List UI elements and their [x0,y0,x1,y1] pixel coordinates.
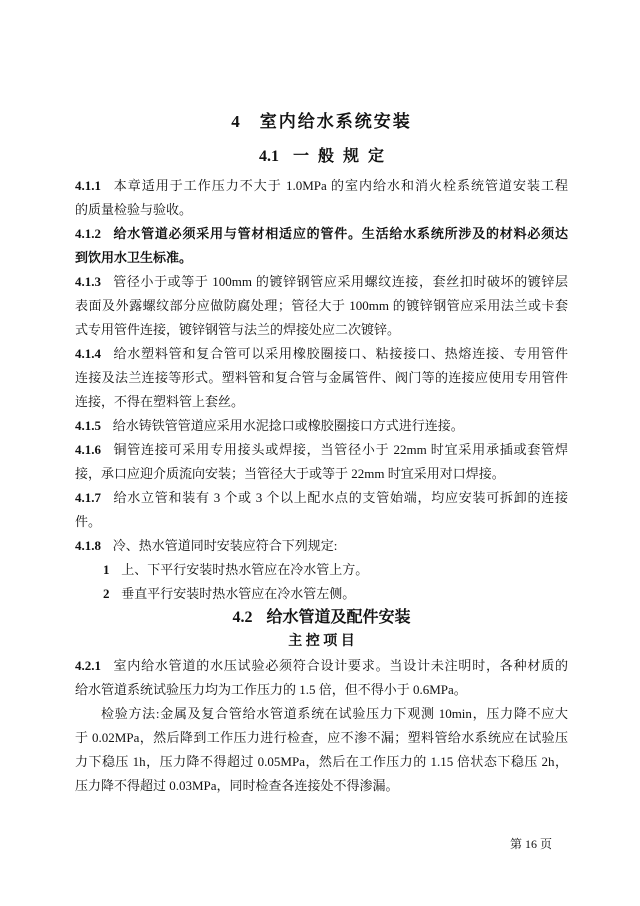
clause-number: 4.1.1 [75,178,101,193]
inspection-line [75,702,568,726]
clause-number: 4.1.2 [75,226,101,241]
clause-line [75,534,568,558]
section-title: 给水管道及配件安装 [266,609,411,626]
clause-text: 冷、热水管道同时安装应符合下列规定: [112,538,338,553]
clause-text: 铜管连接可采用专用接头或焊接，当管径小于 22mm 时宜采用承插或套管焊 [112,442,568,457]
clause-line [75,510,568,534]
clause-line [75,222,568,246]
section-4-1-body [75,174,568,606]
list-item [75,582,568,606]
chapter-title-text: 室内给水系统安装 [259,112,412,131]
inspection-text: 于 0.02MPa，然后降到工作压力进行检查，应不渗不漏；塑料管给水系统应在试验压 [75,730,568,745]
clause-text: 给水塑料管和复合管可以采用橡胶圈接口、粘接接口、热熔连接、专用管件 [112,346,568,361]
document-page [75,108,568,798]
clause-text: 表面及外露螺纹部分应做防腐处理；管径大于 100mm 的镀锌钢管应采用法兰或卡套 [75,298,568,313]
list-item-number: 2 [103,586,110,601]
page-number: 第 16 页 [509,837,552,851]
clause-line [75,390,568,414]
clause-text: 到饮用水卫生标准。 [75,250,193,265]
inspection-text: 力下稳压 1h，压力降不得超过 0.05MPa，然后在工作压力的 1.15 倍状态下稳压 2h， [75,754,568,769]
inspection-text: 压力降不得超过 0.03MPa，同时检查各连接处不得渗漏。 [75,778,399,793]
clause-text: 给水管道必须采用与管材相适应的管件。生活给水系统所涉及的材料必须达 [112,226,568,241]
clause-line [75,294,568,318]
clause-text: 本章适用于工作压力不大于 1.0MPa 的室内给水和消火栓系统管道安装工程 [112,178,568,193]
clause-number: 4.1.3 [75,274,101,289]
list-item-number: 1 [103,562,110,577]
clause-text: 的质量检验与验收。 [75,202,193,217]
clause-line [75,198,568,222]
clause-text: 给水管道系统试验压力均为工作压力的 1.5 倍，但不得小于 0.6MPa。 [75,682,467,697]
clause-line [75,246,568,270]
section-number: 4.1 [258,148,279,165]
clause-text: 给水铸铁管管道应采用水泥捻口或橡胶圈接口方式进行连接。 [112,418,464,433]
clause-text: 给水立管和装有 3 个或 3 个以上配水点的支管始端，均应安装可拆卸的连接 [112,490,568,505]
inspection-line [75,750,568,774]
subsection-heading: 主 控 项 目 [288,634,355,649]
section-heading-4-1 [75,145,568,169]
clause-number: 4.1.7 [75,490,101,505]
clause-number: 4.1.4 [75,346,101,361]
clause-number: 4.2.1 [75,658,101,673]
clause-line [75,342,568,366]
list-item-text: 上、下平行安装时热水管应在冷水管上方。 [121,562,369,577]
clause-line [75,366,568,390]
clause-text: 室内给水管道的水压试验必须符合设计要求。当设计未注明时，各种材质的 [112,658,568,673]
clause-number: 4.1.8 [75,538,101,553]
inspection-line [75,774,568,798]
clause-line [75,654,568,678]
clause-text: 连接，不得在塑料管上套丝。 [75,394,245,409]
clause-text: 式专用管件连接，镀锌钢管与法兰的焊接处应二次镀锌。 [75,322,401,337]
clause-line [75,462,568,486]
chapter-number: 4 [231,112,240,131]
list-item-text: 垂直平行安装时热水管应在冷水管左侧。 [121,586,356,601]
chapter-title [75,108,568,136]
clause-number: 4.1.5 [75,418,101,433]
clause-line [75,678,568,702]
list-item [75,558,568,582]
clause-line [75,318,568,342]
clause-text: 件。 [75,514,102,529]
section-heading-4-2 [75,606,568,630]
clause-line [75,486,568,510]
clause-line [75,270,568,294]
inspection-text: 检验方法:金属及复合管给水管道系统在试验压力下观测 10min，压力降不应大 [101,706,568,721]
clause-text: 接，承口应迎介质流向安装；当管径大于或等于 22mm 时宜采用对口焊接。 [75,466,505,481]
clause-number: 4.1.6 [75,442,101,457]
inspection-line [75,726,568,750]
clause-line [75,438,568,462]
clause-line [75,414,568,438]
clause-line [75,174,568,198]
section-4-2-body [75,654,568,798]
section-number: 4.2 [232,609,253,626]
clause-text: 连接及法兰连接等形式。塑料管和复合管与金属管件、阀门等的连接应使用专用管件 [75,370,568,385]
section-title: 一 般 规 定 [292,148,384,165]
clause-text: 管径小于或等于 100mm 的镀锌钢管应采用螺纹连接，套丝扣时破坏的镀锌层 [112,274,568,289]
